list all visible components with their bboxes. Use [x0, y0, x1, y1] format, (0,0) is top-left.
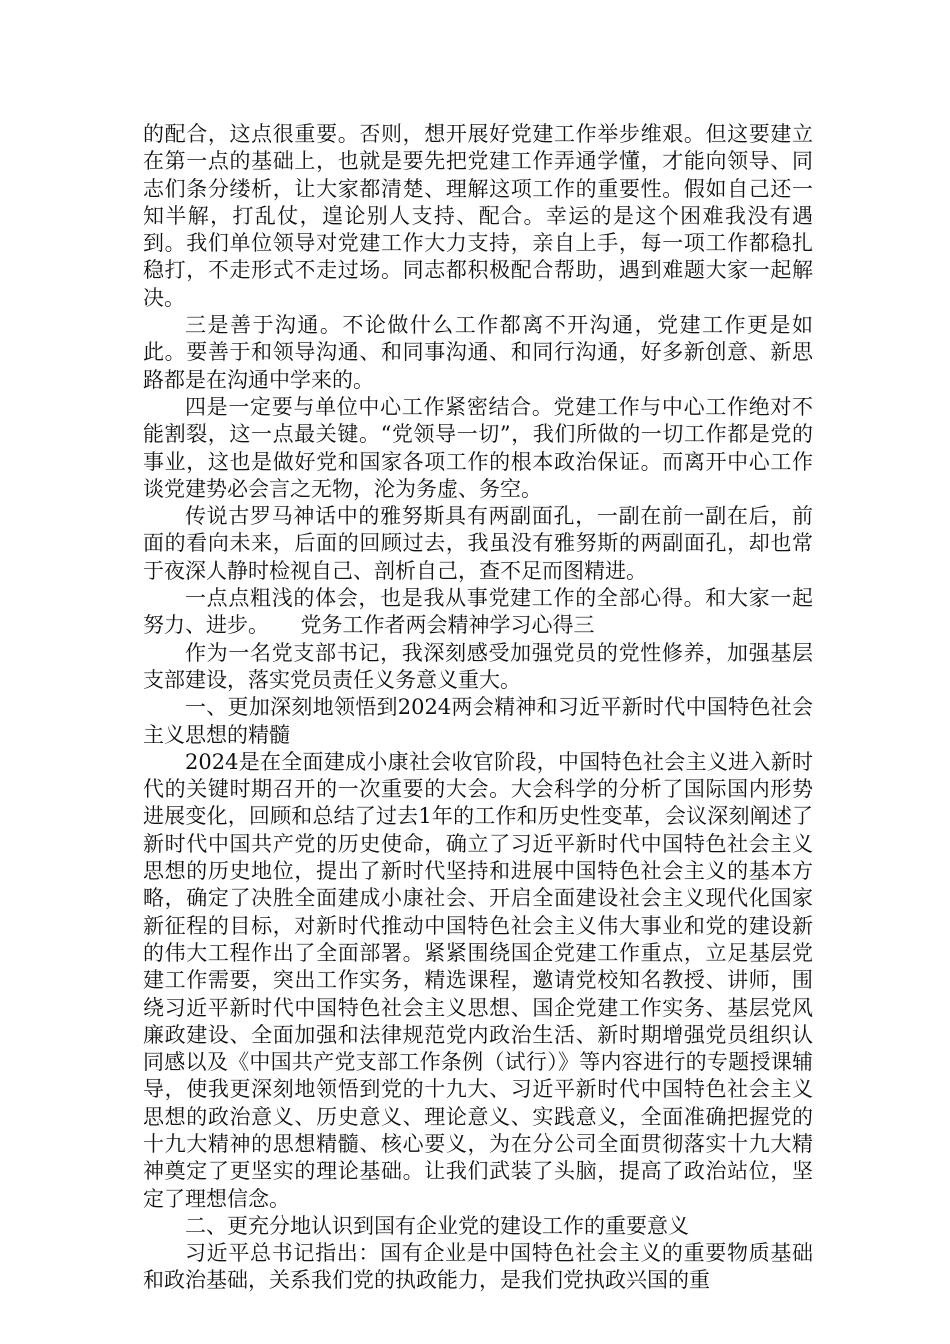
- paragraph-8: 习近平总书记指出：国有企业是中国特色社会主义的重要物质基础和政治基础，关系我们党的执政能力，是我们党执政兴国的重: [143, 1241, 813, 1293]
- paragraph-7: 2024是在全面建成小康社会收官阶段，中国特色社会主义进入新时代的关键时期召开的一次重要的大会。大会科学的分析了国际国内形势进展变化，回顾和总结了过去1年的工作和历史性变革，会议深刻阐述了新时代中国共产党的历史使命，确立了习近平新时代中国特色社会主义思想的历史地位，提出了新时代坚持和进展中国特色社会主义的基本方略，确定了决胜全面建成小康社会、开启全面建设社会主义现代化国家新征程的目标，对新时代推动中国特色社会主义伟大事业和党的建设新的伟大工程作出了全面部署。紧紧围绕国企党建工作重点，立足基层党建工作需要，突出工作实务，精选课程，邀请党校知名教授、讲师，围绕习近平新时代中国特色社会主义思想、国企党建工作实务、基层党风廉政建设、全面加强和法律规范党内政治生活、新时期增强党员组织认同感以及《中国共产党支部工作条例（试行）》等内容进行的专题授课辅导，使我更深刻地领悟到党的十九大、习近平新时代中国特色社会主义思想的政治意义、历史意义、理论意义、实践意义，全面准确把握党的十九大精神的思想精髓、核心要义，为在分公司全面贯彻落实十九大精神奠定了更坚实的理论基础。让我们武装了头脑，提高了政治站位，坚定了理想信念。: [143, 749, 813, 1211]
- section-heading-2: 二、更充分地认识到国有企业党的建设工作的重要意义: [185, 1213, 689, 1238]
- paragraph-6: 作为一名党支部书记，我深刻感受加强党员的党性修养，加强基层支部建设，落实党员责任义务意义重大。: [143, 640, 813, 692]
- paragraph-3: 四是一定要与单位中心工作紧密结合。党建工作与中心工作绝对不能割裂，这一点最关键。“党领导一切”，我们所做的一切工作都是党的事业，这也是做好党和国家各项工作的根本政治保证。而离开中心工作谈党建势必会言之无物，沦为务虚、务空。: [143, 394, 813, 501]
- paragraph-2: 三是善于沟通。不论做什么工作都离不开沟通，党建工作更是如此。要善于和领导沟通、和同事沟通、和同行沟通，好多新创意、新思路都是在沟通中学来的。: [143, 313, 813, 392]
- paragraph-5: 一点点粗浅的体会，也是我从事党建工作的全部心得。和大家一起努力、进步。 党务工作者两会精神学习心得三: [143, 586, 813, 638]
- paragraph-1: 的配合，这点很重要。否则，想开展好党建工作举步维艰。但这要建立在第一点的基础上，也就是要先把党建工作弄通学懂，才能向领导、同志们条分缕析，让大家都清楚、理解这项工作的重要性。假如自己还一知半解，打乱仗，遑论别人支持、配合。幸运的是这个困难我没有遇到。我们单位领导对党建工作大力支持，亲自上手，每一项工作都稳扎稳打，不走形式不走过场。同志都积极配合帮助，遇到难题大家一起解决。: [143, 122, 813, 310]
- section-heading-1: 一、更加深刻地领悟到2024两会精神和习近平新时代中国特色社会主义思想的精髓: [143, 695, 813, 747]
- paragraph-4: 传说古罗马神话中的雅努斯具有两副面孔，一副在前一副在后，前面的看向未来，后面的回顾过去，我虽没有雅努斯的两副面孔，却也常于夜深人静时检视自己、剖析自己，查不足而图精进。: [143, 504, 813, 583]
- document-body: [143, 121, 813, 1295]
